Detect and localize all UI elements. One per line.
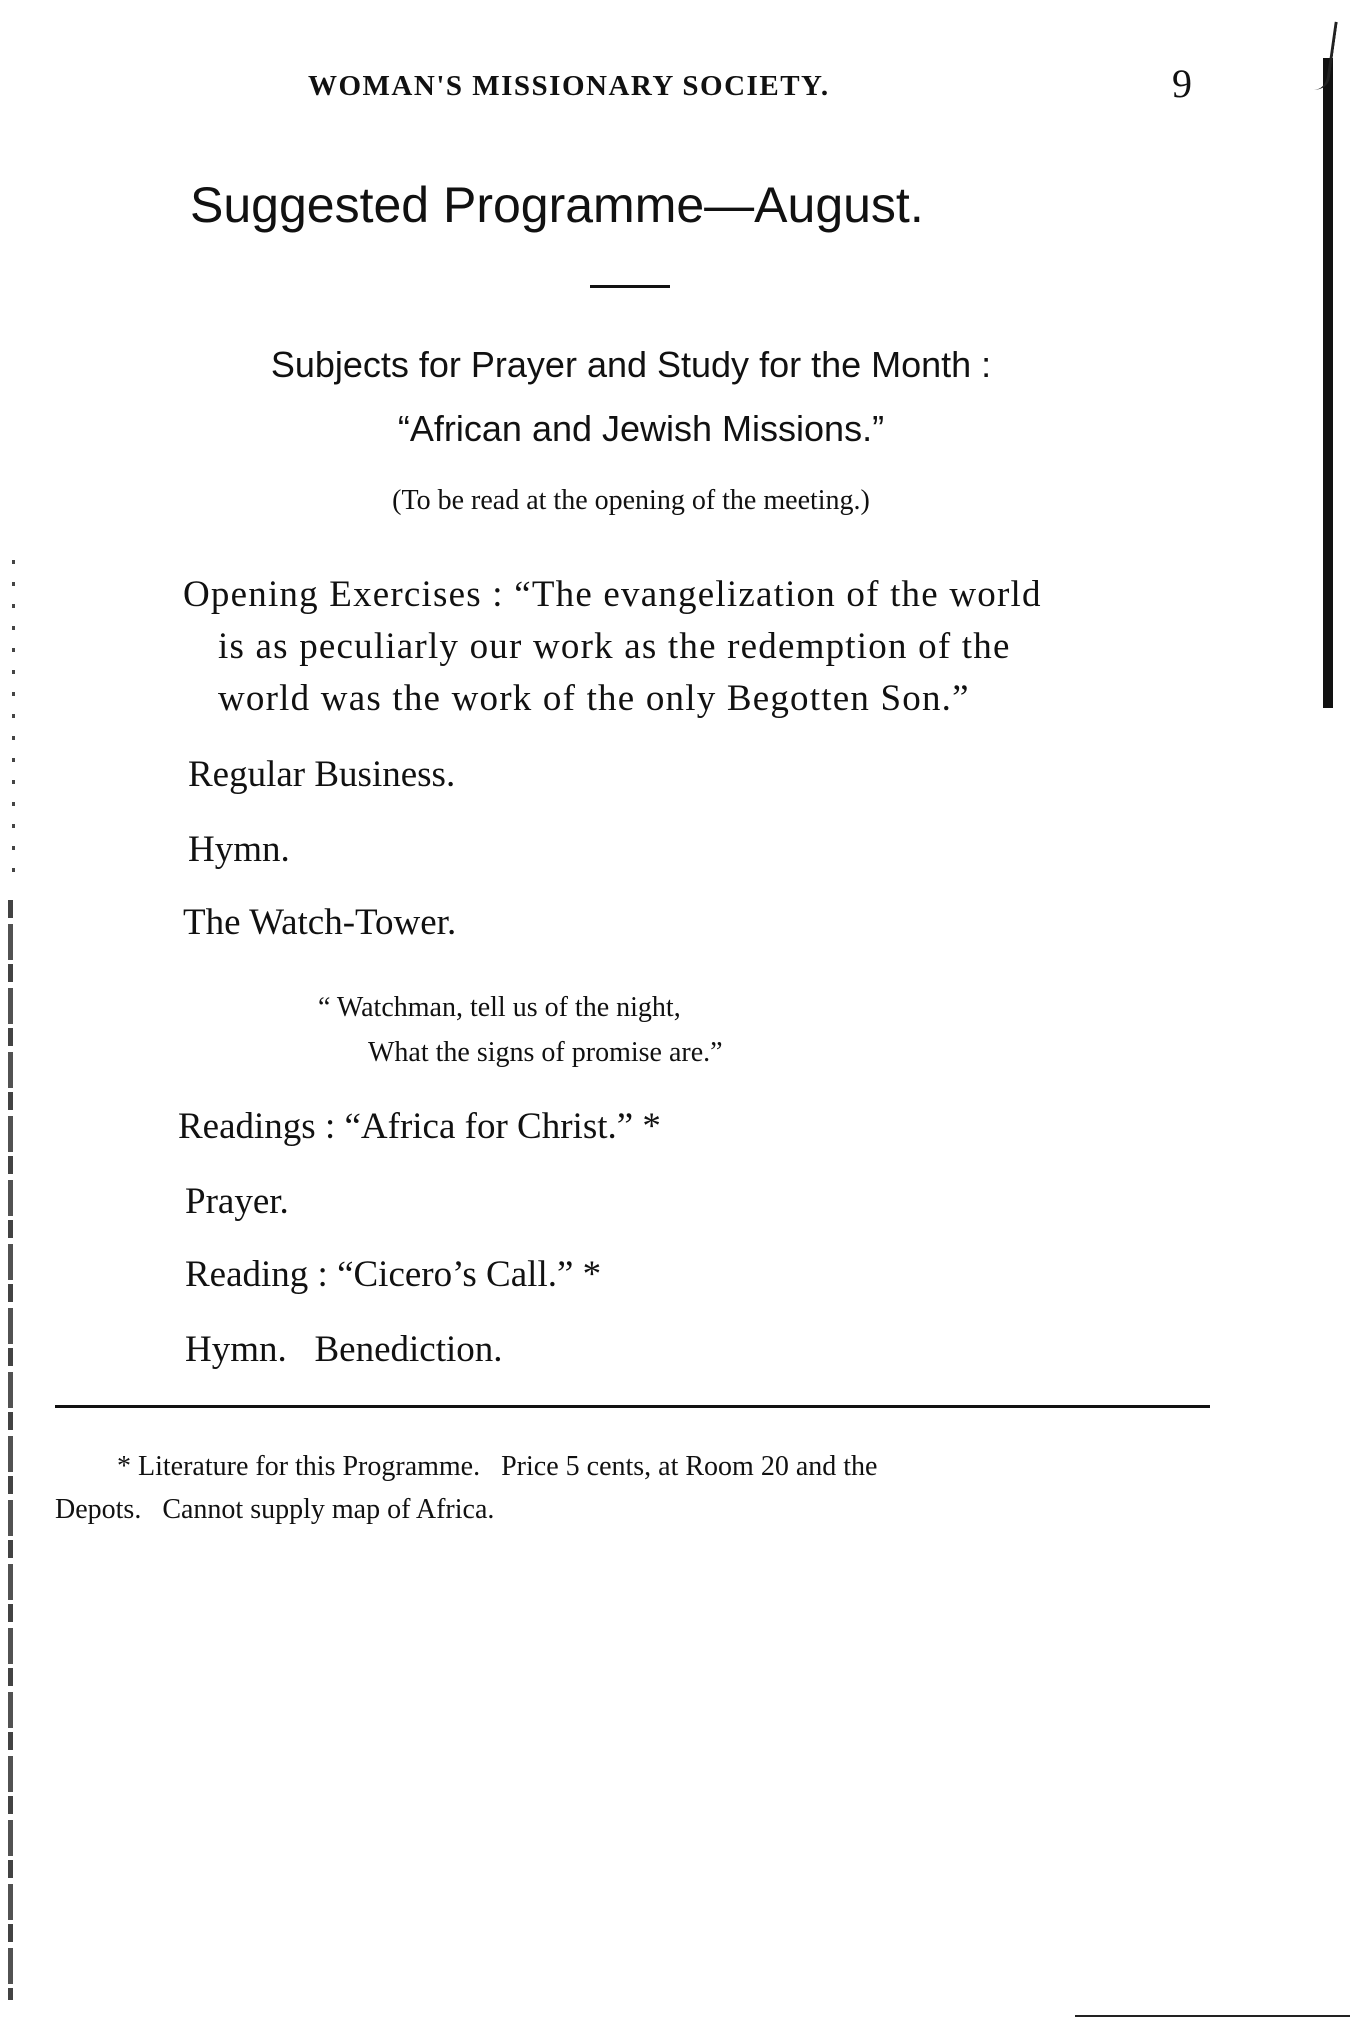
scan-edge-left-dots <box>12 560 15 890</box>
subjects-line-2: “African and Jewish Missions.” <box>397 408 885 449</box>
item-text: The Watch-Tower. <box>183 902 457 943</box>
footnote-rule <box>55 1405 1210 1408</box>
scan-edge-bottom <box>1075 2015 1350 2017</box>
reading-note: (To be read at the opening of the meeting.) <box>392 485 870 516</box>
footnote <box>55 1445 1215 1531</box>
item-text: Readings : “Africa for Christ.” * <box>178 1106 661 1147</box>
item-text: Regular Business. <box>188 754 456 795</box>
subjects-heading <box>0 333 1262 461</box>
item-continuation: is as peculiarly our work as the redemption of the <box>218 626 1011 667</box>
item-text: Hymn. <box>188 829 290 870</box>
scan-edge-left <box>8 900 13 2000</box>
footnote-line-2: Depots. Cannot supply map of Africa. <box>55 1494 495 1525</box>
page-title: Suggested Programme—August. <box>190 177 924 233</box>
watchman-quote <box>318 985 723 1075</box>
page-number: 9 <box>1172 61 1192 106</box>
scan-edge-right <box>1323 58 1333 708</box>
item-text: Reading : “Cicero’s Call.” * <box>185 1254 602 1295</box>
item-continuation: world was the work of the only Begotten Son.” <box>218 678 970 719</box>
subjects-line-1: Subjects for Prayer and Study for the Month : <box>270 344 992 385</box>
running-head: WOMAN'S MISSIONARY SOCIETY. <box>308 70 830 102</box>
item-text: Hymn. Benediction. <box>185 1329 503 1370</box>
footnote-line-1: * Literature for this Programme. Price 5 cents, at Room 20 and the <box>117 1451 878 1482</box>
title-rule <box>590 285 670 288</box>
item-text: Prayer. <box>185 1181 289 1222</box>
quote-line-2: What the signs of promise are.” <box>368 1037 723 1068</box>
item-text: Opening Exercises : “The evangelization of the world <box>183 574 1042 615</box>
quote-line-1: “ Watchman, tell us of the night, <box>318 992 681 1023</box>
